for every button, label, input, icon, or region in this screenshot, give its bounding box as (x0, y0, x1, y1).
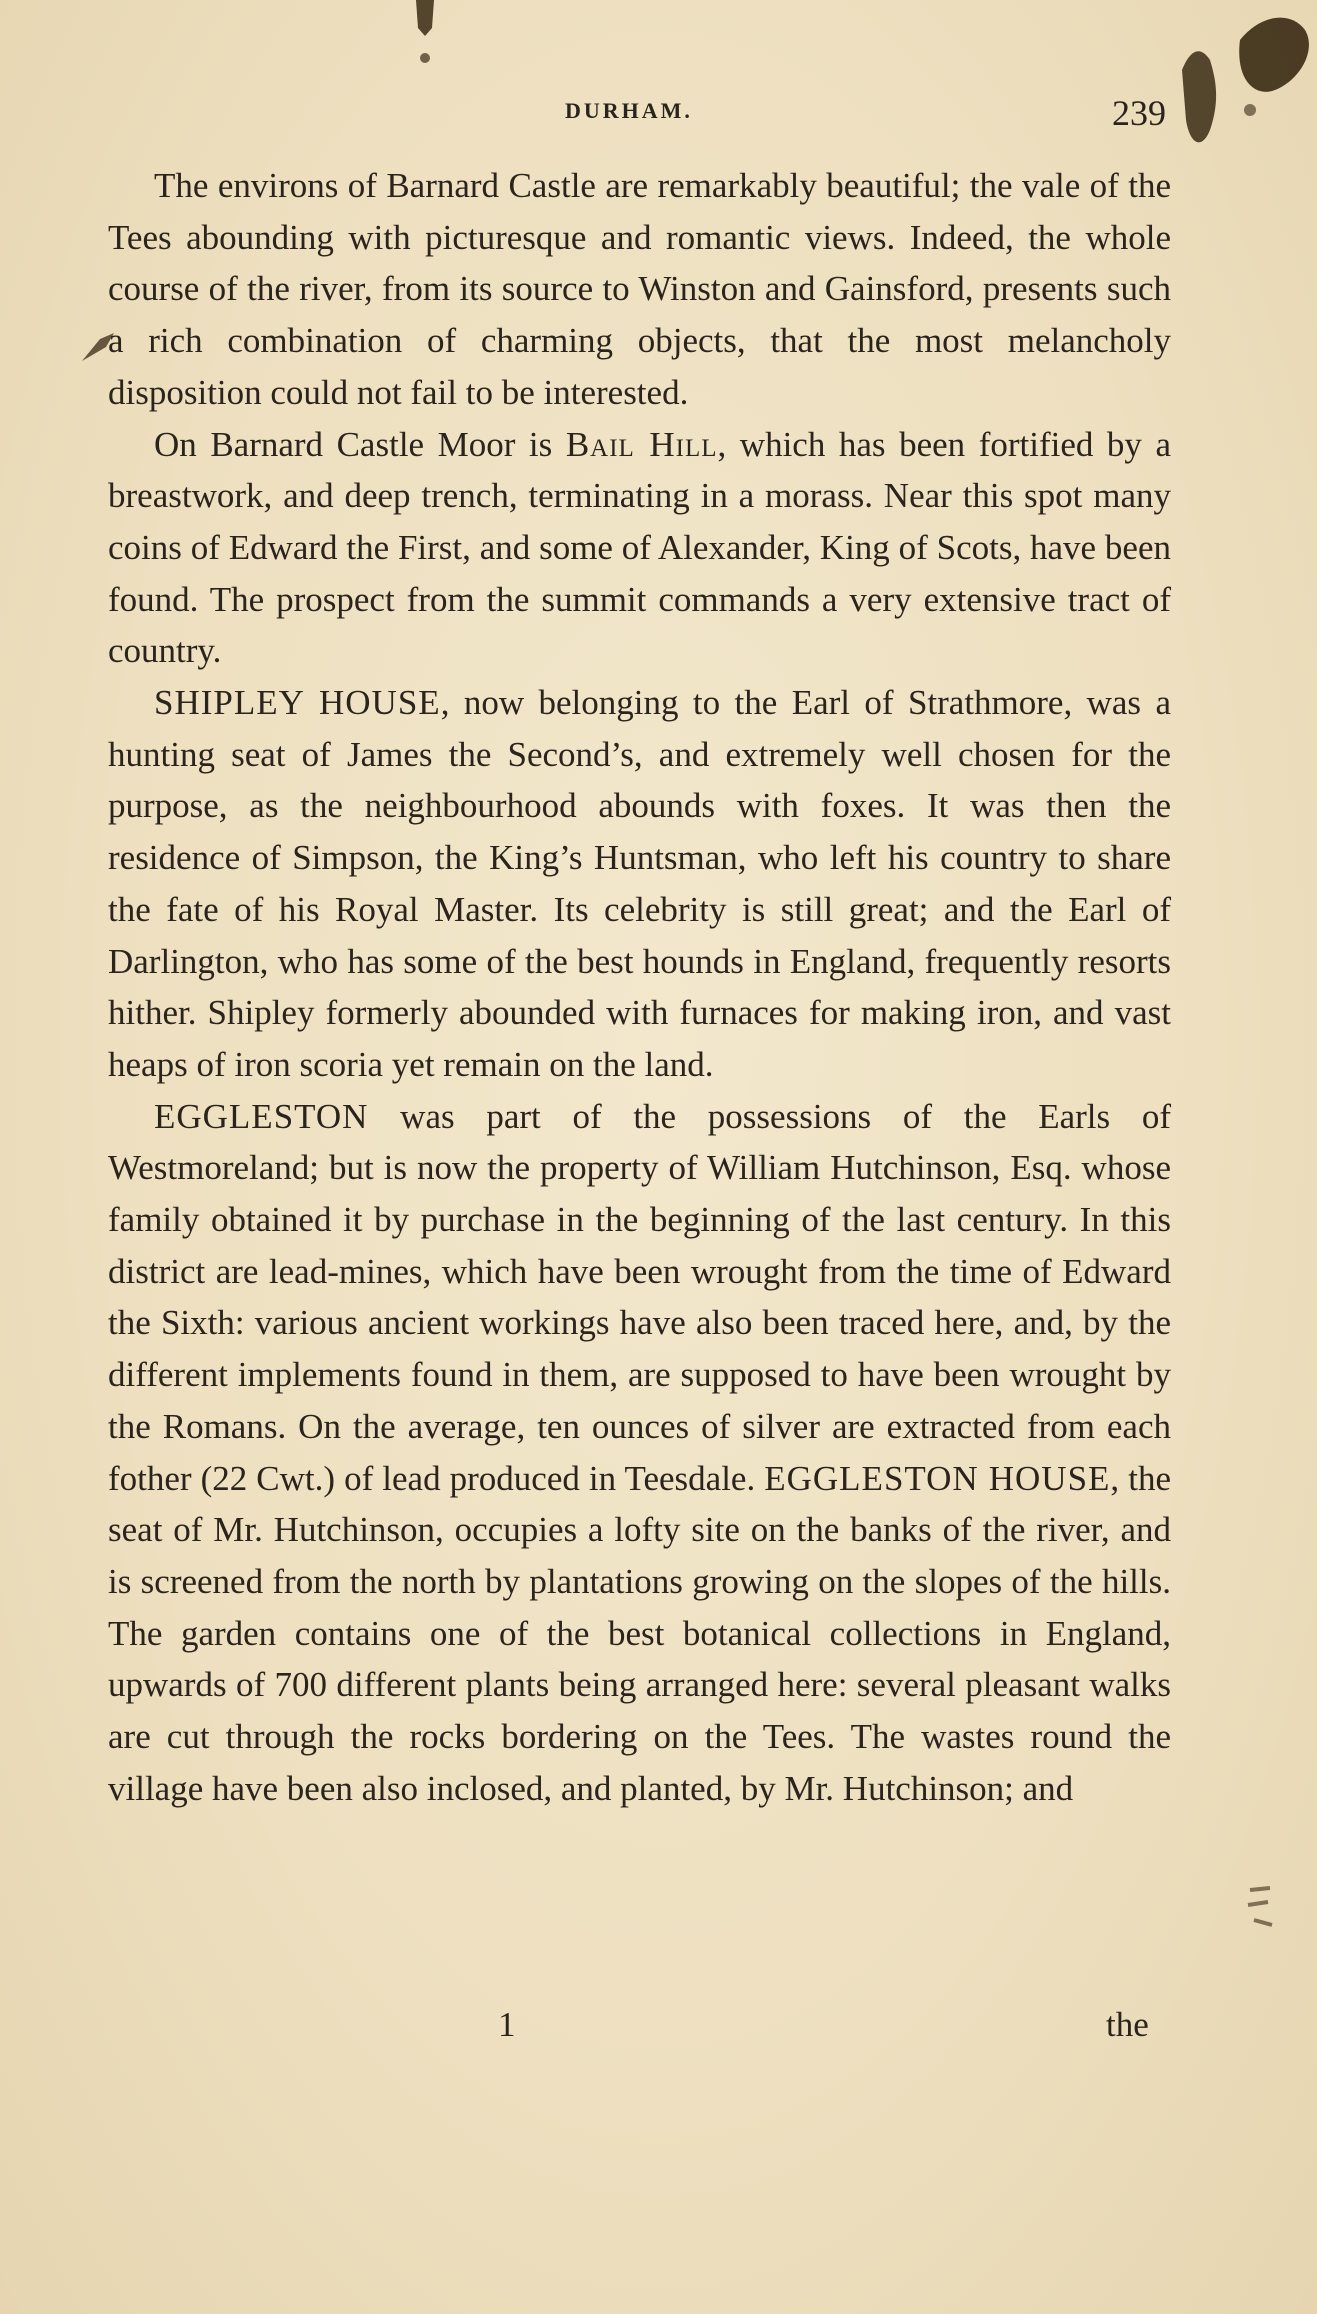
page-footer (0, 2005, 1317, 2055)
catchword: the (1106, 2005, 1149, 2044)
paragraph-3 (108, 677, 1171, 1091)
paragraph-2-text-after: , which has been fortified by a breastwork, and deep trench, terminating in a morass. Near this spot many coins of Edward the First, and some of Alexander, King of Scots, have been found. The prospect from the summit commands a very extensive tract of country. (108, 424, 1171, 671)
ink-blot-top-icon (410, 0, 440, 70)
paragraph-1 (108, 160, 1171, 419)
running-head: DURHAM. (565, 98, 693, 123)
paragraph-4-text-mid: was part of the possessions of the Earls of Westmoreland; but is now the property of William Hutchinson, Esq. whose family obtained it by purchase in the beginning of the last century. In this district are lead-mines, which have been wrought from the time of Edward the Sixth: various ancient workings have also been traced here, and, by the different implements found in them, are supposed to have been wrought by the Romans. On the average, ten ounces of silver are extracted from each fother (22 Cwt.) of lead produced in Teesdale. (108, 1096, 1171, 1498)
signature-mark: 1 (498, 2005, 516, 2044)
place-name-shipley-house: SHIPLEY HOUSE (154, 683, 441, 723)
paragraph-4-text-after: , the seat of Mr. Hutchinson, occupies a lofty site on the banks of the river, and is screened from the north by plantations growing on the slopes of the hills. The garden contains one of the best botanical collections in England, upwards of 700 different plants being arranged here: several pleasant walks are cut through the rocks bordering on the Tees. The wastes round the village have been also inclosed, and planted, by Mr. Hutchinson; and (108, 1458, 1171, 1808)
paragraph-2-text-before: On Barnard Castle Moor is (154, 424, 566, 464)
place-name-eggleston-house: EGGLESTON HOUSE (764, 1458, 1111, 1498)
paragraph-3-text: , now belonging to the Earl of Strathmore, was a hunting seat of James the Second’s, and extremely well chosen for the purpose, as the neighbourhood abounds with foxes. It was then the residence of Simpson, the King’s Huntsman, who left his country to share the fate of his Royal Master. Its celebrity is still great; and the Earl of Darlington, who has some of the best hounds in England, frequently resorts hither. Shipley formerly abounded with furnaces for making iron, and vast heaps of iron scoria yet remain on the land. (108, 683, 1171, 1084)
page-header (0, 93, 1317, 136)
body-text (108, 160, 1171, 1815)
ink-smudge-right-icon (1240, 1880, 1280, 1940)
ink-stain-corner-icon (1180, 10, 1317, 160)
page-number: 239 (1112, 93, 1166, 133)
place-name-bail-hill: Bail Hill (565, 424, 718, 464)
place-name-eggleston: EGGLESTON (154, 1096, 369, 1136)
paragraph-1-text: The environs of Barnard Castle are remarkably beautiful; the vale of the Tees abounding with picturesque and romantic views. Indeed, the whole course of the river, from its source to Winston and Gainsford, presents such a rich combination of charming objects, that the most melancholy disposition could not fail to be interested. (108, 166, 1171, 412)
paragraph-2 (108, 419, 1171, 678)
paragraph-4 (108, 1091, 1171, 1815)
